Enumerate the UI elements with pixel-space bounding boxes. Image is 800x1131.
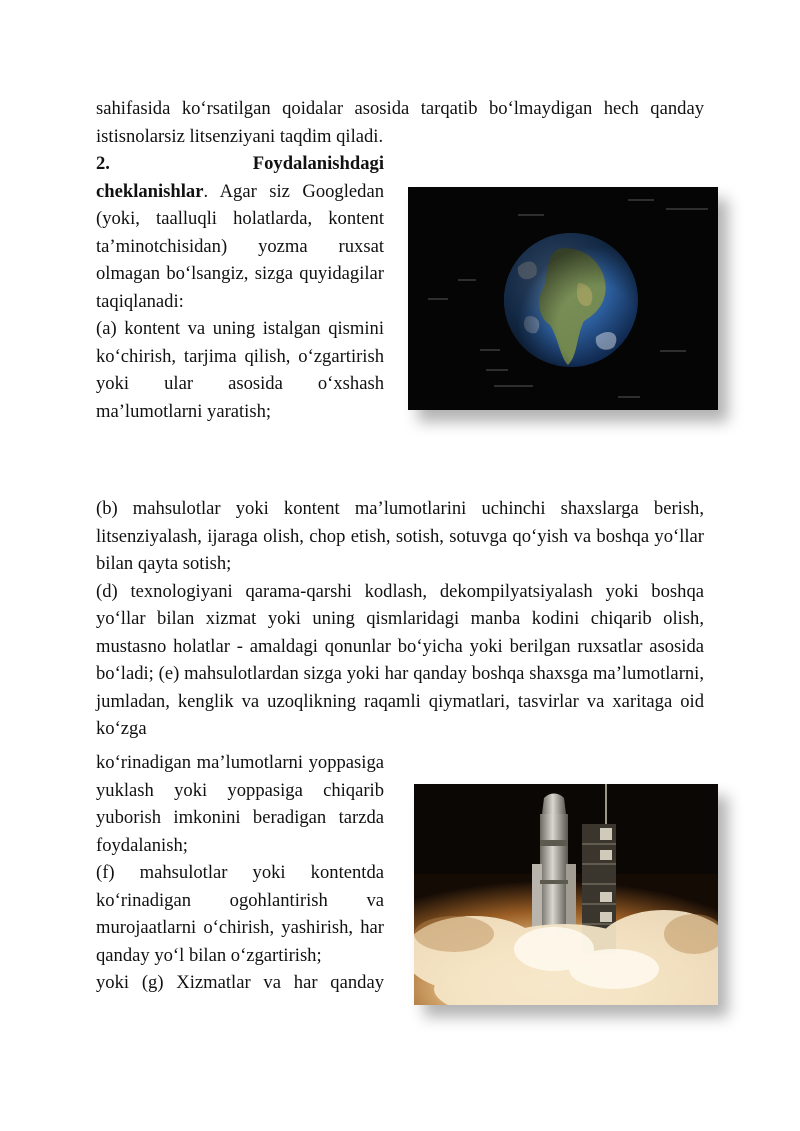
full-width-items xyxy=(96,495,704,743)
section-2-heading-second-word: cheklanishlar xyxy=(96,180,204,202)
rocket-launch-image xyxy=(414,784,718,1005)
section-2-body: cheklanishlar. Agar siz Googledan (yoki, taalluqli holatlarda, kontent taʼminotchisidan) yozma ruxsat olmagan boʻlsangiz, sizga quyidagilar taqiqlanadi: xyxy=(96,180,384,312)
list-item-g-start: yoki (g) Xizmatlar va har qanday xyxy=(96,972,384,993)
earth-from-space-image xyxy=(408,187,718,410)
list-item-e-continued: koʻrinadigan maʼlumotlarni yoppasiga yuklash yoki yoppasiga chiqarib yuborish imkonini beradigan tarzda foydalanish; xyxy=(96,752,384,856)
list-item-a: (a) kontent va uning istalgan qismini koʻchirish, tarjima qilish, oʻzgartirish yoki ular asosida oʻxshash maʼlumotlarni yaratish; xyxy=(96,318,384,422)
section-2-number: 2. xyxy=(96,153,110,174)
section-2-intro-text: Agar siz Googledan (yoki, taalluqli holatlarda, kontent taʼminotchisidan) yozma ruxsat olmagan boʻlsangiz, sizga quyidagilar taqiqlanadi: xyxy=(96,180,384,312)
list-item-f: (f) mahsulotlar yoki kontentda koʻrinadigan ogohlantirish va murojaatlarni oʻchirish, yashirish, har qanday yoʻl bilan oʻzgartirish; xyxy=(96,862,384,966)
section-2 xyxy=(96,150,384,425)
list-item-b: (b) mahsulotlar yoki kontent maʼlumotlarini uchinchi shaxslarga berish, litsenziyalash, ijaraga olish, chop etish, sotish, sotuvga qoʻyish va boshqa yoʻllar bilan qayta sotish; xyxy=(96,498,704,574)
rocket-illustration xyxy=(414,784,718,1005)
intro-paragraph: sahifasida koʻrsatilgan qoidalar asosida tarqatib boʻlmaydigan hech qanday istisnolarsiz litsenziyani taqdim qiladi. xyxy=(96,98,704,147)
section-2-heading xyxy=(96,150,384,178)
lower-items xyxy=(96,749,384,997)
section-2-heading-first-word: Foydalanishdagi xyxy=(252,153,384,174)
list-item-d-e: (d) texnologiyani qarama-qarshi kodlash, dekompilyatsiyalash yoki boshqa yoʻllar bilan xizmat yoki uning qismlaridagi manba kodini chiqarib olish, mustasno holatlar - amaldagi qonunlar boʻyicha yoki berilgan ruxsatlar asosida boʻladi; (e) mahsulotlardan sizga yoki har qanday boshqa shaxsga maʼlumotlarni, jumladan, kenglik va uzoqlikning raqamli qiymatlari, tasvirlar va xaritaga oid koʻzga xyxy=(96,580,704,739)
earth-illustration xyxy=(408,187,718,410)
